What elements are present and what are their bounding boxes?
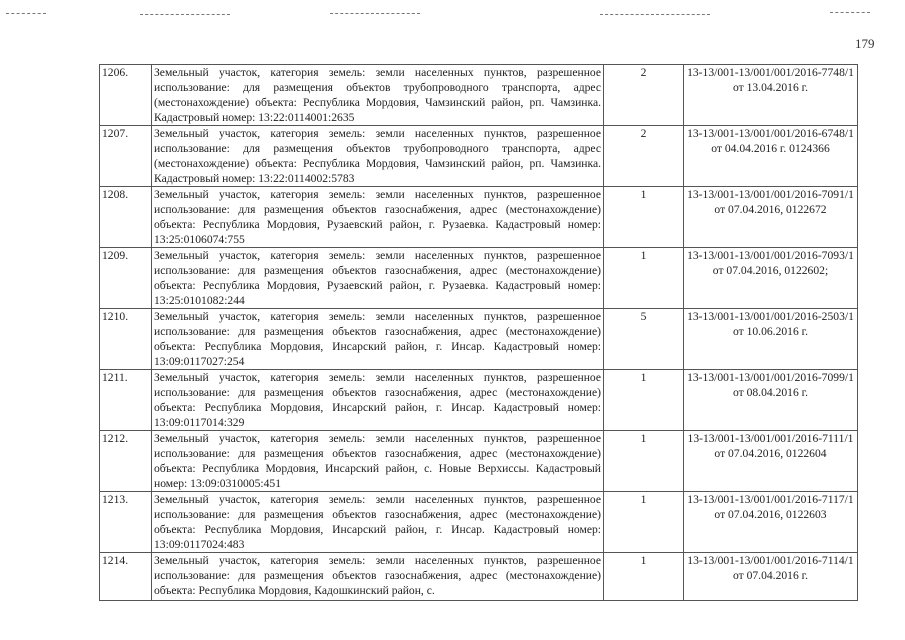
plot-description: Земельный участок, категория земель: земли населенных пунктов, разрешенное использование: для размещения объектов трубопроводного транспорта, адрес (местонахождение) объекта: Республика Мордовия, Чамзинский район, рп. Чамзинка. Кадастровый номер: 13:22:0114002:5783 bbox=[152, 126, 604, 187]
plot-description: Земельный участок, категория земель: земли населенных пунктов, разрешенное использование: для размещения объектов газоснабжения, адрес (местонахождение) объекта: Республика Мордовия, Рузаевский район, г. Рузаевка. Кадастровый номер: 13:25:0106074:755 bbox=[152, 187, 604, 248]
row-number: 1209. bbox=[100, 248, 152, 309]
scan-artifact bbox=[140, 14, 230, 15]
row-number: 1212. bbox=[100, 431, 152, 492]
row-number: 1214. bbox=[100, 553, 152, 601]
registration-record: 13-13/001-13/001/001/2016-7117/1 от 07.04.2016, 0122603 bbox=[684, 492, 858, 553]
scan-artifact bbox=[330, 13, 420, 14]
plot-quantity: 2 bbox=[604, 126, 684, 187]
table-row bbox=[100, 370, 858, 431]
plot-quantity: 1 bbox=[604, 187, 684, 248]
table-row bbox=[100, 65, 858, 126]
registration-record: 13-13/001-13/001/001/2016-7111/1 от 07.04.2016, 0122604 bbox=[684, 431, 858, 492]
plot-quantity: 5 bbox=[604, 309, 684, 370]
registration-record: 13-13/001-13/001/001/2016-7114/1 от 07.04.2016 г. bbox=[684, 553, 858, 601]
plot-description: Земельный участок, категория земель: земли населенных пунктов, разрешенное использование: для размещения объектов газоснабжения, адрес (местонахождение) объекта: Республика Мордовия, Кадошкинский район, с. bbox=[152, 553, 604, 601]
table-row bbox=[100, 431, 858, 492]
table-row bbox=[100, 248, 858, 309]
table-row bbox=[100, 187, 858, 248]
plot-quantity: 1 bbox=[604, 370, 684, 431]
plot-quantity: 2 bbox=[604, 65, 684, 126]
scan-artifact bbox=[600, 14, 710, 15]
plot-quantity: 1 bbox=[604, 553, 684, 601]
table-row bbox=[100, 309, 858, 370]
table-row bbox=[100, 553, 858, 601]
registration-record: 13-13/001-13/001/001/2016-6748/1 от 04.04.2016 г. 0124366 bbox=[684, 126, 858, 187]
page-number: 179 bbox=[855, 36, 875, 51]
scan-artifact bbox=[830, 12, 870, 13]
registration-record: 13-13/001-13/001/001/2016-7748/1 от 13.04.2016 г. bbox=[684, 65, 858, 126]
registration-record: 13-13/001-13/001/001/2016-7093/1 от 07.04.2016, 0122602; bbox=[684, 248, 858, 309]
plot-description: Земельный участок, категория земель: земли населенных пунктов, разрешенное использование: для размещения объектов газоснабжения, адрес (местонахождение) объекта: Республика Мордовия, Инсарский район, г. Инсар. Кадастровый номер: 13:09:0117024:483 bbox=[152, 492, 604, 553]
land-plots-table bbox=[99, 64, 858, 601]
plot-description: Земельный участок, категория земель: земли населенных пунктов, разрешенное использование: для размещения объектов газоснабжения, адрес (местонахождение) объекта: Республика Мордовия, Инсарский район, г. Инсар. Кадастровый номер: 13:09:0117027:254 bbox=[152, 309, 604, 370]
row-number: 1206. bbox=[100, 65, 152, 126]
plot-quantity: 1 bbox=[604, 431, 684, 492]
row-number: 1213. bbox=[100, 492, 152, 553]
scan-artifact bbox=[6, 13, 46, 14]
plot-description: Земельный участок, категория земель: земли населенных пунктов, разрешенное использование: для размещения объектов газоснабжения, адрес (местонахождение) объекта: Республика Мордовия, Инсарский район, г. Инсар. Кадастровый номер: 13:09:0117014:329 bbox=[152, 370, 604, 431]
row-number: 1207. bbox=[100, 126, 152, 187]
plot-description: Земельный участок, категория земель: земли населенных пунктов, разрешенное использование: для размещения объектов газоснабжения, адрес (местонахождение) объекта: Республика Мордовия, Инсарский район, с. Новые Верхиссы. Кадастровый номер: 13:09:0310005:451 bbox=[152, 431, 604, 492]
registration-record: 13-13/001-13/001/001/2016-7099/1 от 08.04.2016 г. bbox=[684, 370, 858, 431]
table-row bbox=[100, 126, 858, 187]
registration-record: 13-13/001-13/001/001/2016-2503/1 от 10.06.2016 г. bbox=[684, 309, 858, 370]
row-number: 1208. bbox=[100, 187, 152, 248]
plot-quantity: 1 bbox=[604, 248, 684, 309]
plot-quantity: 1 bbox=[604, 492, 684, 553]
plot-description: Земельный участок, категория земель: земли населенных пунктов, разрешенное использование: для размещения объектов трубопроводного транспорта, адрес (местонахождение) объекта: Республика Мордовия, Чамзинский район, рп. Чамзинка. Кадастровый номер: 13:22:0114001:2635 bbox=[152, 65, 604, 126]
row-number: 1210. bbox=[100, 309, 152, 370]
plot-description: Земельный участок, категория земель: земли населенных пунктов, разрешенное использование: для размещения объектов газоснабжения, адрес (местонахождение) объекта: Республика Мордовия, Рузаевский район, г. Рузаевка. Кадастровый номер: 13:25:0101082:244 bbox=[152, 248, 604, 309]
registration-record: 13-13/001-13/001/001/2016-7091/1 от 07.04.2016, 0122672 bbox=[684, 187, 858, 248]
row-number: 1211. bbox=[100, 370, 152, 431]
table-row bbox=[100, 492, 858, 553]
